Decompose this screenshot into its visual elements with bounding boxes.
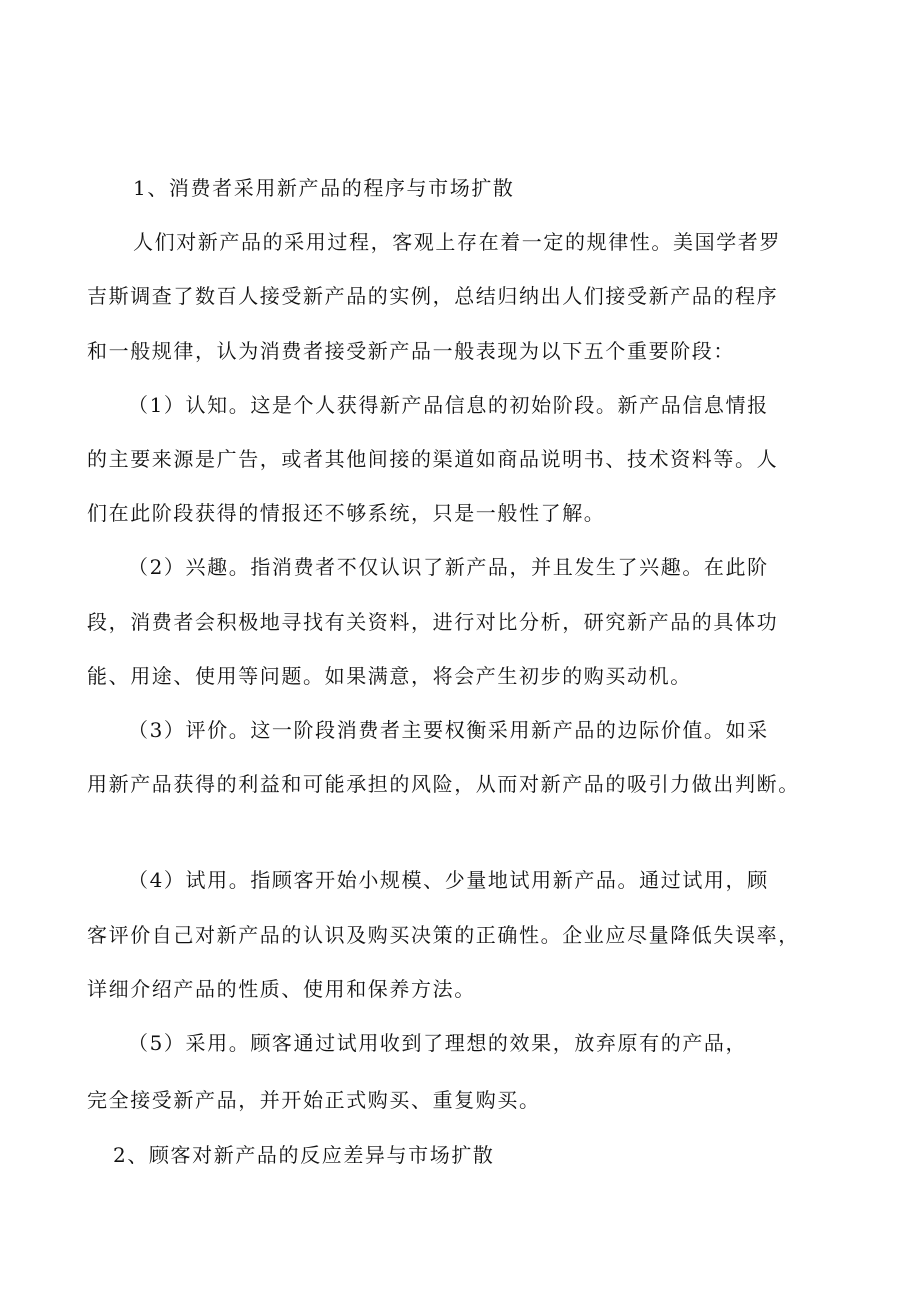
paragraph-line: 们在此阶段获得的情报还不够系统，只是一般性了解。	[87, 501, 606, 525]
paragraph-line: 人们对新产品的采用过程，客观上存在着一定的规律性。美国学者罗	[133, 230, 781, 254]
paragraph-line: 用新产品获得的利益和可能承担的风险，从而对新产品的吸引力做出判断。	[87, 772, 800, 796]
paragraph-line: （5）采用。顾客通过试用收到了理想的效果，放弃原有的产品，	[128, 1031, 748, 1055]
paragraph-line: 客评价自己对新产品的认识及购买决策的正确性。企业应尽量降低失误率，	[87, 923, 800, 947]
section-heading-2: 2、顾客对新产品的反应差异与市场扩散	[113, 1143, 495, 1167]
paragraph-line: （2）兴趣。指消费者不仅认识了新产品，并且发生了兴趣。在此阶	[128, 555, 769, 579]
paragraph-line: （3）评价。这一阶段消费者主要权衡采用新产品的边际价值。如采	[128, 718, 769, 742]
paragraph-line: 能、用途、使用等问题。如果满意，将会产生初步的购买动机。	[87, 664, 692, 688]
paragraph-line: （4）试用。指顾客开始小规模、少量地试用新产品。通过试用，顾	[128, 868, 769, 892]
paragraph-line: 段，消费者会积极地寻找有关资料，进行对比分析，研究新产品的具体功	[87, 610, 779, 634]
paragraph-line: 的主要来源是广告，或者其他间接的渠道如商品说明书、技术资料等。人	[87, 447, 779, 471]
paragraph-line: 详细介绍产品的性质、使用和保养方法。	[87, 977, 476, 1001]
paragraph-line: （1）认知。这是个人获得新产品信息的初始阶段。新产品信息情报	[128, 393, 769, 417]
paragraph-line: 完全接受新产品，并开始正式购买、重复购买。	[87, 1088, 541, 1112]
paragraph-line: 吉斯调查了数百人接受新产品的实例，总结归纳出人们接受新产品的程序	[87, 284, 779, 308]
section-heading-1: 1、消费者采用新产品的程序与市场扩散	[133, 176, 515, 200]
paragraph-line: 和一般规律，认为消费者接受新产品一般表现为以下五个重要阶段：	[87, 339, 735, 363]
